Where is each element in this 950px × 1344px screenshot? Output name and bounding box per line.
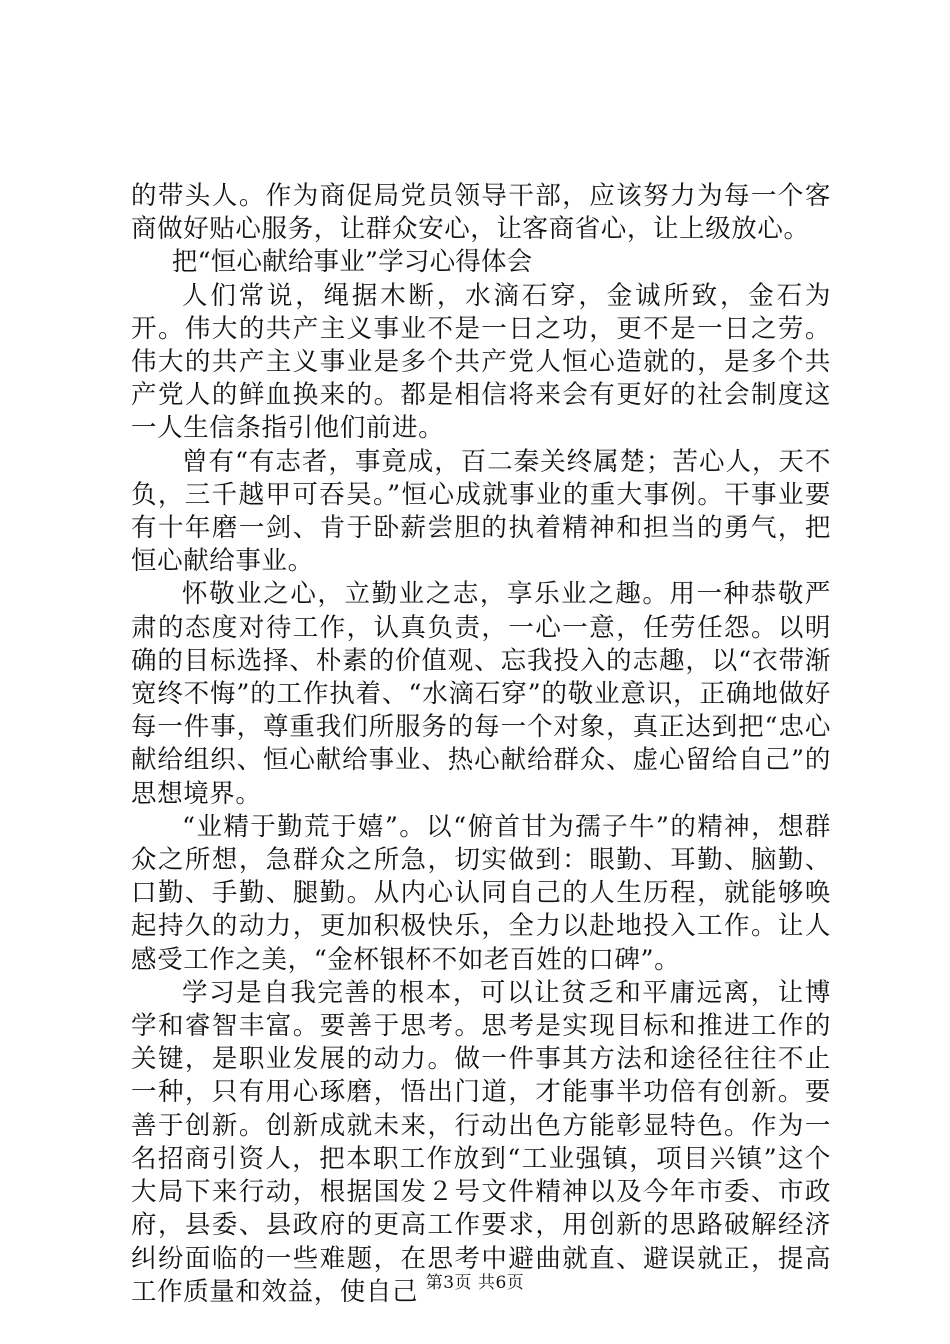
section-heading: 把“恒心献给事业”学习心得体会 [171, 247, 533, 278]
paragraph: 人们常说，绳据木断，水滴石穿，金诚所致，金石为开。伟大的共产主义事业不是一日之功，更不是一日之劳。伟大的共产主义事业是多个共产党人恒心造就的，是多个共产党人的鲜血换来的。都是相信将来会有更好的社会制度这一人生信条指引他们前进。 [131, 280, 831, 444]
paragraph: 学习是自我完善的根本，可以让贫乏和平庸远离，让博学和睿智丰富。要善于思考。思考是实现目标和推进工作的关键，是职业发展的动力。做一件事其方法和途径往往不止一种，只有用心琢磨，悟出门道，才能事半功倍有创新。要善于创新。创新成就未来，行动出色方能彰显特色。作为一名招商引资人，把本职工作放到“工业强镇，项目兴镇”这个大局下来行动，根据国发２号文件精神以及今年市委、市政府，县委、县政府的更高工作要求，用创新的思路破解经济纠纷面临的一些难题，在思考中避曲就直、避误就正，提高工作质量和效益，使自己 [131, 977, 831, 1307]
document-body [131, 180, 831, 1309]
paragraph-continuation: 的带头人。作为商促局党员领导干部，应该努力为每一个客商做好贴心服务，让群众安心，让客商省心，让上级放心。 [131, 181, 831, 245]
paragraph: “业精于勤荒于嬉”。以“俯首甘为孺子牛”的精神，想群众之所想，急群众之所急，切实做到：眼勤、耳勤、脑勤、口勤、手勤、腿勤。从内心认同自己的人生历程，就能够唤起持久的动力，更加积极快乐，全力以赴地投入工作。让人感受工作之美，“金杯银杯不如老百姓的口碑”。 [131, 811, 831, 975]
page-footer: 第3页 共6页 [425, 1273, 525, 1293]
paragraph: 曾有“有志者，事竟成，百二秦关终属楚；苦心人，天不负，三千越甲可吞吴。”恒心成就事业的重大事例。干事业要有十年磨一剑、肯于卧薪尝胆的执着精神和担当的勇气，把恒心献给事业。 [131, 446, 831, 577]
paragraph: 怀敬业之心，立勤业之志，享乐业之趣。用一种恭敬严肃的态度对待工作，认真负责，一心一意，任劳任怨。以明确的目标选择、朴素的价值观、忘我投入的志趣，以“衣带渐宽终不悔”的工作执着、“水滴石穿”的敬业意识，正确地做好每一件事，尊重我们所服务的每一个对象，真正达到把“忠心献给组织、恒心献给事业、热心献给群众、虚心留给自己”的思想境界。 [131, 579, 831, 809]
